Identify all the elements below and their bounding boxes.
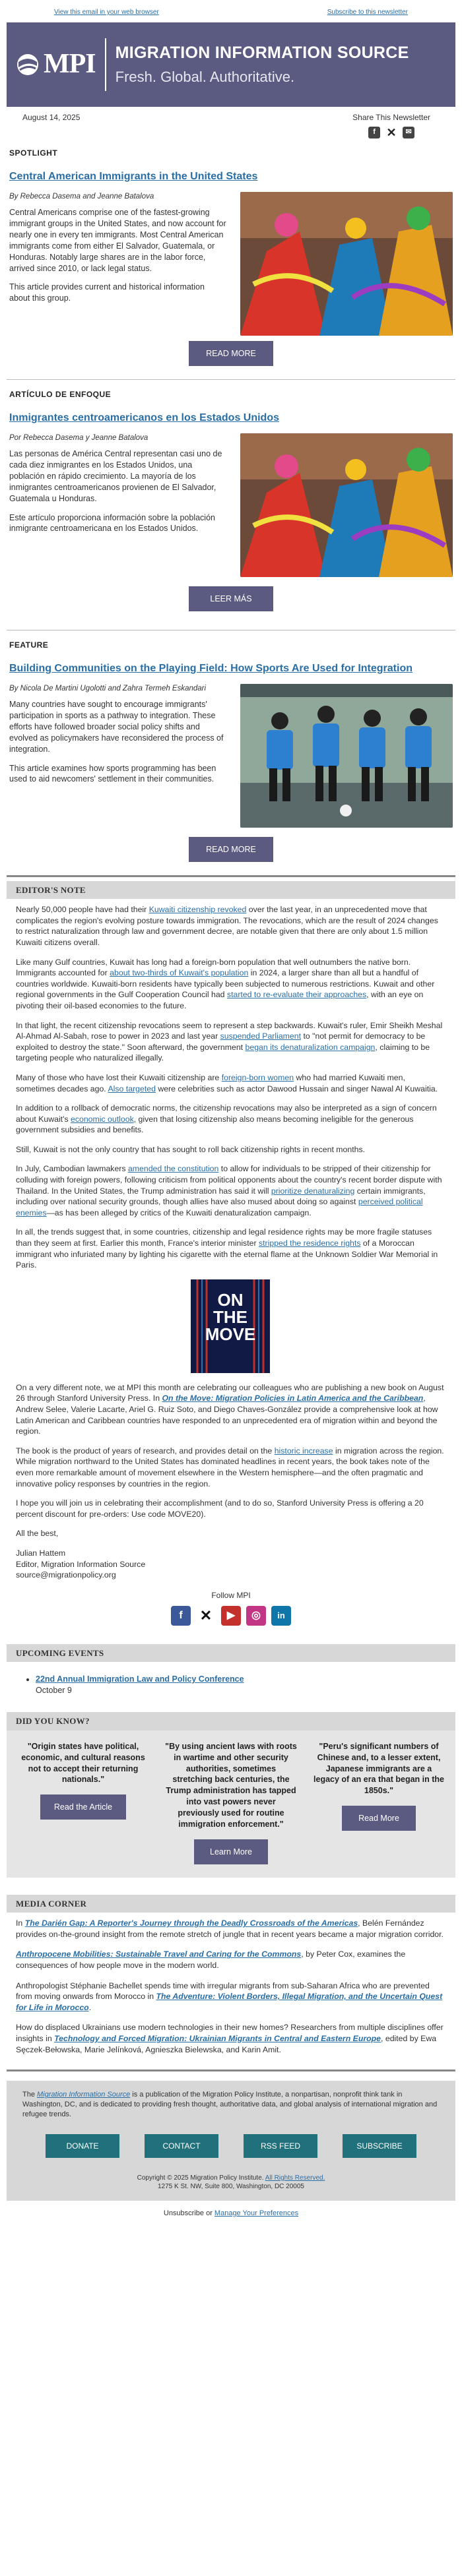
spotlight-title-link[interactable]: Central American Immigrants in the United States <box>9 170 258 182</box>
logo-text: MPI <box>44 49 96 80</box>
fact-quote: "Origin states have political, economic, and cultural reasons not to accept their returning nationals." <box>21 1741 145 1785</box>
follow-label: Follow MPI <box>211 1590 251 1600</box>
dancers-photo[interactable] <box>240 433 453 577</box>
rights-link[interactable]: All Rights Reserved. <box>265 2174 325 2182</box>
note-paragraph: Nearly 50,000 people have had their Kuwaiti citizenship revoked over the last year, in an unprecedented move that complicates the region's evolving posture towards immigration. The revocations, which are the result of 2024 changes to restrict naturalization through law and government decree, are notable given that there are only about 1.5 million Kuwaiti citizens overall. <box>16 905 438 947</box>
article-row <box>9 684 453 828</box>
note-paragraph: I hope you will join us in celebrating their accomplishment (and to do so, Stanford University Press is offering a 20 percent discount for pre-orders: Use code MOVE20). <box>16 1498 424 1519</box>
globe-icon <box>16 53 40 77</box>
subscribe-button[interactable]: SUBSCRIBE <box>343 2134 416 2158</box>
inline-link[interactable]: Also targeted <box>108 1084 156 1093</box>
read-more-button[interactable]: Read More <box>342 1806 416 1831</box>
x-icon[interactable]: ✕ <box>386 125 397 139</box>
dateline <box>0 107 462 138</box>
byline: Por Rebecca Dasema y Jeanne Batalova <box>9 433 148 442</box>
media-paragraph: How do displaced Ukrainians use modern technologies in their new homes? Researchers from multiple disciplines offer insights in Technology and Forced Migration: Ukrainian Migrants in Central and Eastern Europe, edited by Ewa Sęczek-Bełowska, Marie Jelínková, Agnieszka Bielewska, and Karin Amit. <box>16 2023 444 2054</box>
read-more-button[interactable]: READ MORE <box>189 837 273 862</box>
article-row <box>9 433 453 577</box>
note-paragraph: Still, Kuwait is not the only country that has sought to roll back citizenship rights in recent months. <box>16 1144 366 1154</box>
facebook-icon[interactable]: f <box>368 127 380 138</box>
inline-link[interactable]: Kuwaiti citizenship revoked <box>148 905 247 915</box>
youtube-icon[interactable]: ▶ <box>221 1606 241 1626</box>
byline: By Rebecca Dasema and Jeanne Batalova <box>9 192 154 200</box>
preheader <box>0 0 462 22</box>
fact-quote: "By using ancient laws with roots in wartime and other security authorities, sometimes stretching back centuries, the Trump administration has tapped into vast powers never previously used for routine immigration enforcement." <box>165 1741 297 1829</box>
publication-tagline: Fresh. Global. Authoritative. <box>115 68 295 85</box>
note-paragraph: All the best, <box>16 1529 59 1539</box>
book-link[interactable]: The Darién Gap: A Reporter's Journey through the Deadly Crossroads of the Americas <box>24 1918 358 1928</box>
share-label: Share This Newsletter <box>352 112 430 122</box>
editors-note-heading: EDITOR'S NOTE <box>7 881 455 900</box>
note-paragraph: Like many Gulf countries, Kuwait has long had a foreign-born population that well outnumbers the native born. Immigrants accounted for about two-thirds of Kuwait's population in 2024, a larger share than all but a handful of countries worldwide. Kuwaiti-born residents have typically been subjected to numerous restrictions. Kuwait and other regional governments in the Gulf Cooperation Council had started to re-evaluate their approaches, with an eye on pivoting their oil-based economies to the future. <box>16 957 435 1010</box>
book-link[interactable]: Anthropocene Mobilities: Sustainable Travel and Caring for the Commons <box>16 1949 302 1959</box>
summary-paragraph: Las personas de América Central representan casi uno de cada diez inmigrantes en los Estados Unidos, una población en rápido crecimiento. La mayoría de los inmigrantes centroamericanos provienen de El Salvador, Guatemala u Honduras. <box>9 449 222 503</box>
enfoque-section <box>0 380 462 611</box>
event-link[interactable]: 22nd Annual Immigration Law and Policy Conference <box>36 1674 244 1684</box>
banner-text <box>106 42 409 86</box>
note-paragraph: In July, Cambodian lawmakers amended the constitution to allow for individuals to be stripped of their citizenship for colluding with foreign powers, following criticism from political opponents about the country's recent border dispute with Thailand. In the United States, the Trump administration has said it will prioritize denaturalizing certain immigrants, including over national security grounds, though allies have also mused about doing so against perceived political enemies—as has been alleged by critics of the Kuwaiti denaturalization campaign. <box>16 1164 442 1217</box>
note-paragraph: On a very different note, we at MPI this month are celebrating our colleagues who are publishing a new book on August 26 through Stanford University Press. In On the Move: Migration Policies in Latin America and the Caribbean, Andrew Selee, Valerie Lacarte, Ariel G. Ruiz Soto, and Diego Chaves-González provide a comprehensive look at how Latin American and Caribbean countries have responded to an unprecedented era of migration within and beyond the region. <box>16 1382 444 1436</box>
book-link[interactable]: On the Move: Migration Policies in Latin America and the Caribbean <box>162 1394 424 1403</box>
note-paragraph: The book is the product of years of research, and provides detail on the historic increase in migration across the region. While migration northward to the United States has dominated headlines in recent years, the book takes note of the even more remarkable amount of movement elsewhere in the Western hemisphere—and the often pragmatic and innovative policy responses by countries in the region. <box>16 1446 444 1488</box>
inline-link[interactable]: started to re-evaluate their approaches <box>226 990 367 1000</box>
leer-mas-button[interactable]: LEER MÁS <box>189 586 273 611</box>
did-you-know-box <box>7 1731 455 1878</box>
linkedin-icon[interactable]: in <box>271 1606 291 1626</box>
unsubscribe-line: Unsubscribe or Manage Your Preferences <box>163 2209 299 2217</box>
spotlight-section <box>0 138 462 366</box>
read-more-button[interactable]: READ MORE <box>189 341 273 366</box>
feature-title-link[interactable]: Building Communities on the Playing Field: How Sports Are Used for Integration <box>9 662 412 674</box>
event-item <box>36 1674 440 1696</box>
learn-more-button[interactable]: Learn More <box>194 1839 268 1864</box>
article-text <box>9 192 227 336</box>
inline-link[interactable]: perceived political enemies <box>16 1197 423 1217</box>
summary-paragraph: Central Americans comprise one of the fastest-growing immigrant groups in the United States, and now account for nearly one in every ten immigrants. Most Central American immigrants come from either El Salvador, Guatemala, or Honduras. Notably large shares are in the labor force, arrived since 2010, or lack legal status. <box>9 208 226 273</box>
follow-block <box>0 1585 462 1626</box>
book-title-line: THE <box>213 1306 248 1327</box>
soccer-players-photo[interactable] <box>240 684 453 828</box>
divider <box>7 875 455 877</box>
section-label: ARTÍCULO DE ENFOQUE <box>9 389 112 399</box>
section-label: FEATURE <box>9 640 49 650</box>
donate-button[interactable]: DONATE <box>46 2134 119 2158</box>
byline: By Nicola De Martini Ugolotti and Zahra Termeh Eskandari <box>9 684 207 692</box>
summary-paragraph: This article provides current and historical information about this group. <box>9 282 205 303</box>
dancers-photo[interactable] <box>240 192 453 336</box>
book-link[interactable]: Technology and Forced Migration: Ukrainian Migrants in Central and Eastern Europe <box>54 2034 381 2044</box>
inline-link[interactable]: foreign-born women <box>221 1072 294 1082</box>
inline-link[interactable]: suspended Parliament <box>220 1031 302 1041</box>
social-icons <box>0 1606 462 1626</box>
fact-quote: "Peru's significant numbers of Chinese and, to a lesser extent, Japanese immigrants are a legacy of an era that began in the 1850s." <box>314 1741 444 1796</box>
event-date: October 9 <box>36 1686 72 1696</box>
inline-link[interactable]: amended the constitution <box>127 1164 219 1174</box>
inline-link[interactable]: about two-thirds of Kuwait's population <box>110 968 249 978</box>
share-icons <box>352 127 430 138</box>
article-row <box>9 192 453 336</box>
note-paragraph: In that light, the recent citizenship revocations seem to represent a step backwards. Kuwait's ruler, Emir Sheikh Meshal Al-Ahmad Al-Sabah, rose to power in 2023 and last year suspended Parliament to "not permit for democracy to be exploited to destroy the state." Soon afterward, the government began its denaturalization campaign, claiming to be targeting people who naturalized illegally. <box>16 1020 443 1063</box>
footer-blurb: The Migration Information Source is a publication of the Migration Policy Institute, a nonpartisan, nonprofit think tank in Washington, DC, and is dedicated to providing fresh thought, authoritative data, and global analysis of international migration and refugee trends. <box>7 2081 455 2130</box>
signature-name: Julian Hattem <box>16 1548 66 1558</box>
media-paragraph: In The Darién Gap: A Reporter's Journey through the Deadly Crossroads of the Americas, Belén Fernández provides on-the-ground insight from the remote stretch of jungle that in recent years became a major migration corridor. <box>16 1918 444 1939</box>
address: 1275 K St. NW, Suite 800, Washington, DC 20005 <box>158 2183 304 2191</box>
inline-link[interactable]: stripped the residence rights <box>258 1239 361 1248</box>
source-link[interactable]: Migration Information Source <box>37 2091 131 2099</box>
feature-section <box>0 630 462 862</box>
x-icon[interactable]: ✕ <box>196 1606 216 1626</box>
signature-title: Editor, Migration Information Source <box>16 1559 146 1569</box>
book-link[interactable]: The Adventure: Violent Borders, Illegal Migration, and the Uncertain Quest for Life in Morocco <box>16 1992 443 2012</box>
article-text <box>9 433 227 577</box>
book-title-line: MOVE <box>205 1324 256 1344</box>
note-paragraph: In all, the trends suggest that, in some countries, citizenship and legal residence rights may be more fragile statuses than they seem at first. Earlier this month, France's interior minister stripped the residence rights of a Moroccan immigrant who infuriated many by lighting his cigarette with the eternal flame at the Unknown Soldier War Memorial in Paris. <box>16 1227 438 1270</box>
divider <box>7 2070 455 2071</box>
share-block <box>352 112 430 138</box>
copyright: Copyright © 2025 Migration Policy Institute. All Rights Reserved. 1275 K St. NW, Suite 800, Washington, DC 20005 <box>7 2174 455 2201</box>
enfoque-title-link[interactable]: Inmigrantes centroamericanos en los Estados Unidos <box>9 412 279 423</box>
mpi-logo <box>16 38 106 91</box>
signature-email[interactable]: source@migrationpolicy.org <box>16 1570 116 1580</box>
read-article-button[interactable]: Read the Article <box>40 1794 126 1820</box>
summary-paragraph: Este artículo proporciona información sobre la población inmigrante centroamericana en los Estados Unidos. <box>9 512 215 534</box>
fact-column <box>165 1741 297 1864</box>
article-text <box>9 684 227 828</box>
summary-paragraph: Many countries have sought to encourage immigrants' participation in sports as a pathway to integration. These efforts have followed broader social policy shifts and evolved as policymakers have reconsidered the process of integration. <box>9 700 224 754</box>
inline-link[interactable]: began its denaturalization campaign <box>245 1042 376 1052</box>
inline-link[interactable]: historic increase <box>274 1446 333 1456</box>
publication-title: MIGRATION INFORMATION SOURCE <box>115 43 409 62</box>
web-view-link[interactable]: View this email in your web browser <box>54 9 159 16</box>
unsubscribe-link[interactable]: Unsubscribe <box>163 2209 205 2217</box>
footer-buttons <box>7 2130 455 2174</box>
rss-feed-button[interactable]: RSS FEED <box>244 2134 317 2158</box>
subscribe-link[interactable]: Subscribe to this newsletter <box>327 9 408 16</box>
instagram-icon[interactable]: ◎ <box>246 1606 266 1626</box>
fact-column <box>313 1741 445 1864</box>
email-icon[interactable]: ✉ <box>403 127 414 138</box>
media-heading: MEDIA CORNER <box>7 1895 455 1913</box>
contact-button[interactable]: CONTACT <box>145 2134 218 2158</box>
events-list <box>0 1662 462 1712</box>
editors-note-body <box>0 899 462 1581</box>
note-paragraph: In addition to a rollback of democratic norms, the citizenship revocations may also be interpreted as a sign of concern about Kuwait's economic outlook, given that losing citizenship also means becoming ineligible for the generous government subsidies and benefits. <box>16 1103 437 1135</box>
book-title-line: ON <box>217 1289 244 1310</box>
media-paragraph: Anthropologist Stéphanie Bachellet spends time with irregular migrants from sub-Saharan Africa who are prevented from moving onwards from Morocco in The Adventure: Violent Borders, Illegal Migration, and the Uncertain Quest for Life in Morocco. <box>16 1980 443 2012</box>
summary-paragraph: This article examines how sports programming has been used to aid newcomers' settlement in their communities. <box>9 763 216 784</box>
note-paragraph: Many of those who have lost their Kuwaiti citizenship are foreign-born women who had married Kuwaiti men, sometimes decades ago. Also targeted were celebrities such as actor Dawood Hussain and singer Nawal Al Kuwaitia. <box>16 1072 438 1093</box>
section-label: SPOTLIGHT <box>9 148 58 158</box>
dyk-heading: DID YOU KNOW? <box>7 1712 455 1731</box>
book-cover-image[interactable] <box>191 1279 270 1373</box>
masthead-banner[interactable] <box>7 22 455 107</box>
fact-column <box>17 1741 149 1864</box>
media-paragraph: Anthropocene Mobilities: Sustainable Travel and Caring for the Commons, by Peter Cox, examines the consequences of how people move in the modern world. <box>16 1949 406 1971</box>
manage-preferences-link[interactable]: Manage Your Preferences <box>214 2209 299 2217</box>
inline-link[interactable]: prioritize denaturalizing <box>271 1186 355 1196</box>
inline-link[interactable]: economic outlook <box>71 1114 134 1124</box>
issue-date: August 14, 2025 <box>22 112 81 122</box>
events-heading: UPCOMING EVENTS <box>7 1644 455 1663</box>
media-corner-body <box>0 1913 462 2070</box>
facebook-icon[interactable]: f <box>171 1606 191 1626</box>
